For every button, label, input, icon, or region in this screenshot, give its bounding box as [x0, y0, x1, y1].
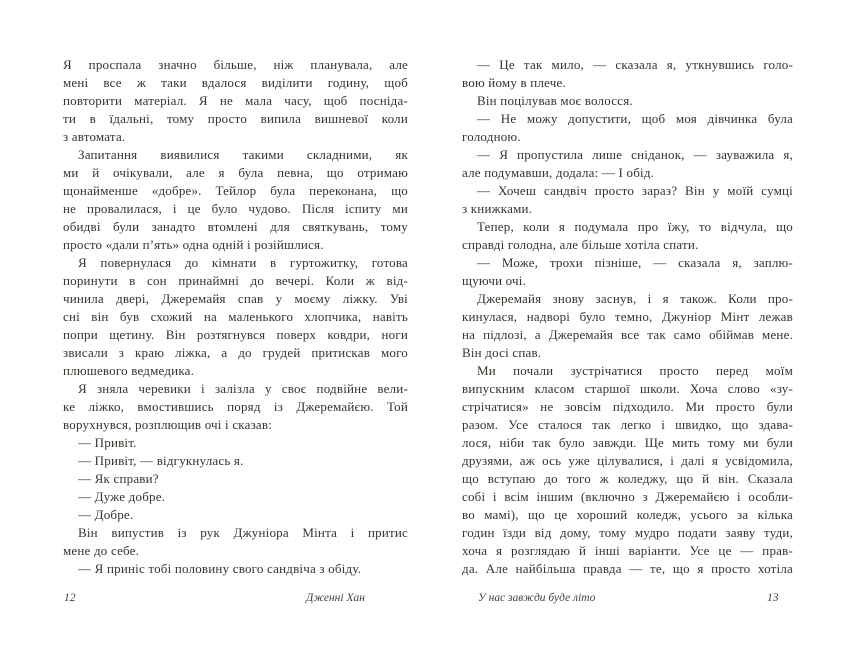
text-line: Він досі спав. — [462, 345, 542, 360]
text-line: ти в їдальні, тому просто випила вишневої коли — [63, 111, 408, 126]
text-line: — Може, трохи пізніше, — сказала я, заплю- — [477, 255, 793, 270]
text-line: да. Але найбільша правда — те, що я просто хотіла — [462, 561, 793, 576]
text-line: — Я приніс тобі половину свого сандвіча з обіду. — [78, 561, 362, 576]
text-line: ворухнувся, розплющив очі і сказав: — [63, 417, 273, 432]
text-line: Він поцілував моє волосся. — [477, 93, 633, 108]
text-line: випускним класом старшої школи. Хоча слово «зу- — [462, 381, 793, 396]
text-line: друзями, аж ось уже цілувалися, і далі я усвідомила, — [462, 453, 793, 468]
text-line: ке ліжко, вмостившись поряд із Джеремайєю. Той — [63, 399, 408, 414]
page-number-right: 13 — [767, 592, 779, 604]
text-line: Я повернулася до кімнати в гуртожитку, готова — [78, 255, 408, 270]
text-line: — Привіт. — [78, 435, 137, 450]
text-line: — Не можу допустити, щоб моя дівчинка була — [477, 111, 793, 126]
text-line: Я проспала значно більше, ніж планувала, але — [63, 57, 408, 72]
text-line: годин їзди від дому, тому мудро подати заяву туди, — [462, 525, 793, 540]
text-line: Джеремайя знову заснув, і я також. Коли про- — [477, 291, 793, 306]
text-line: з книжками. — [462, 201, 533, 216]
text-line: стрічатися» не зовсім підходило. Ми просто були — [462, 399, 793, 414]
text-line: — Як справи? — [78, 471, 159, 486]
text-line: разом. Усе сталося так легко і швидко, що здава- — [462, 417, 793, 432]
text-line: Я зняла черевики і залізла у своє подвійне вели- — [78, 381, 408, 396]
text-line: — Дуже добре. — [78, 489, 166, 504]
text-line: що вступаю до того ж коледжу, що й він. Сказала — [462, 471, 793, 486]
text-line: щуючи очі. — [462, 273, 527, 288]
text-line: голодною. — [462, 129, 521, 144]
text-line: Тепер, коли я подумала про їжу, то відчула, що — [477, 219, 793, 234]
text-line: не провалилася, і це було чудово. Після іспиту ми — [63, 201, 408, 216]
text-line: з автомата. — [63, 129, 126, 144]
text-line: — Добре. — [78, 507, 134, 522]
text-line: на підлозі, а Джеремайя все так само обіймав мене. — [462, 327, 793, 342]
text-line: лося, ніби так було завжди. Ще мить тому ми були — [462, 435, 793, 450]
text-line: плюшевого ведмедика. — [63, 363, 195, 378]
text-line: Запитання виявилися такими складними, як — [78, 147, 408, 162]
text-line: Він випустив із рук Джуніора Мінта і притис — [78, 525, 408, 540]
text-line: собі і всім іншим (включно з Джеремайєю і особли- — [462, 489, 793, 504]
text-line: попри щетину. Він розтягнувся поверх ковдри, ноги — [63, 327, 408, 342]
text-line: чинила двері, Джеремайя спав у моєму ліжку. Уві — [63, 291, 408, 306]
page-number-left: 12 — [64, 592, 76, 604]
text-line: просто «дали п’ять» одна одній і розійшлися. — [63, 237, 324, 252]
text-line: поринути в сон принаймні до вечері. Коли ж від- — [63, 273, 408, 288]
text-line: кинулася, надворі було темно, Джуніор Мінт лежав — [462, 309, 793, 324]
text-line: ми й очікували, але я була певна, що отримаю — [63, 165, 408, 180]
text-line: сні він був схожий на маленького хлопчика, навіть — [63, 309, 408, 324]
text-line: — Я пропустила лише сніданок, — зауважила я, — [477, 147, 793, 162]
text-line: мені все ж таки вдалося виділити годину, щоб — [63, 75, 408, 90]
running-title-author: Дженні Хан — [306, 592, 365, 604]
text-line: щонайменше «добре». Тейлор була переконана, що — [63, 183, 408, 198]
text-line: але подумавши, додала: — І обід. — [462, 165, 655, 180]
text-line: повторити матеріал. Я не мала часу, щоб посніда- — [63, 93, 408, 108]
text-line: справді голодна, але більше хотіла спати. — [462, 237, 699, 252]
text-line: — Хочеш сандвіч просто зараз? Він у моїй сумці — [477, 183, 793, 198]
page-left-text — [63, 56, 408, 578]
text-line: звисали з краю ліжка, а до грудей притискав мого — [63, 345, 408, 360]
text-line: хоча я розглядаю й інші варіанти. Усе це — прав- — [462, 543, 793, 558]
text-line: обидві були занадто втомлені для святкувань, тому — [63, 219, 408, 234]
text-line: мене до себе. — [63, 543, 140, 558]
page-right-text — [462, 56, 793, 578]
text-line: вою йому в плече. — [462, 75, 566, 90]
text-line: во мамі), що це хороший коледж, усього за кілька — [462, 507, 793, 522]
text-line: — Привіт, — відгукнулась я. — [78, 453, 244, 468]
text-line: — Це так мило, — сказала я, уткнувшись голо- — [477, 57, 793, 72]
text-line: Ми почали зустрічатися просто перед моїм — [477, 363, 793, 378]
running-title-book: У нас завжди буде літо — [478, 592, 596, 604]
